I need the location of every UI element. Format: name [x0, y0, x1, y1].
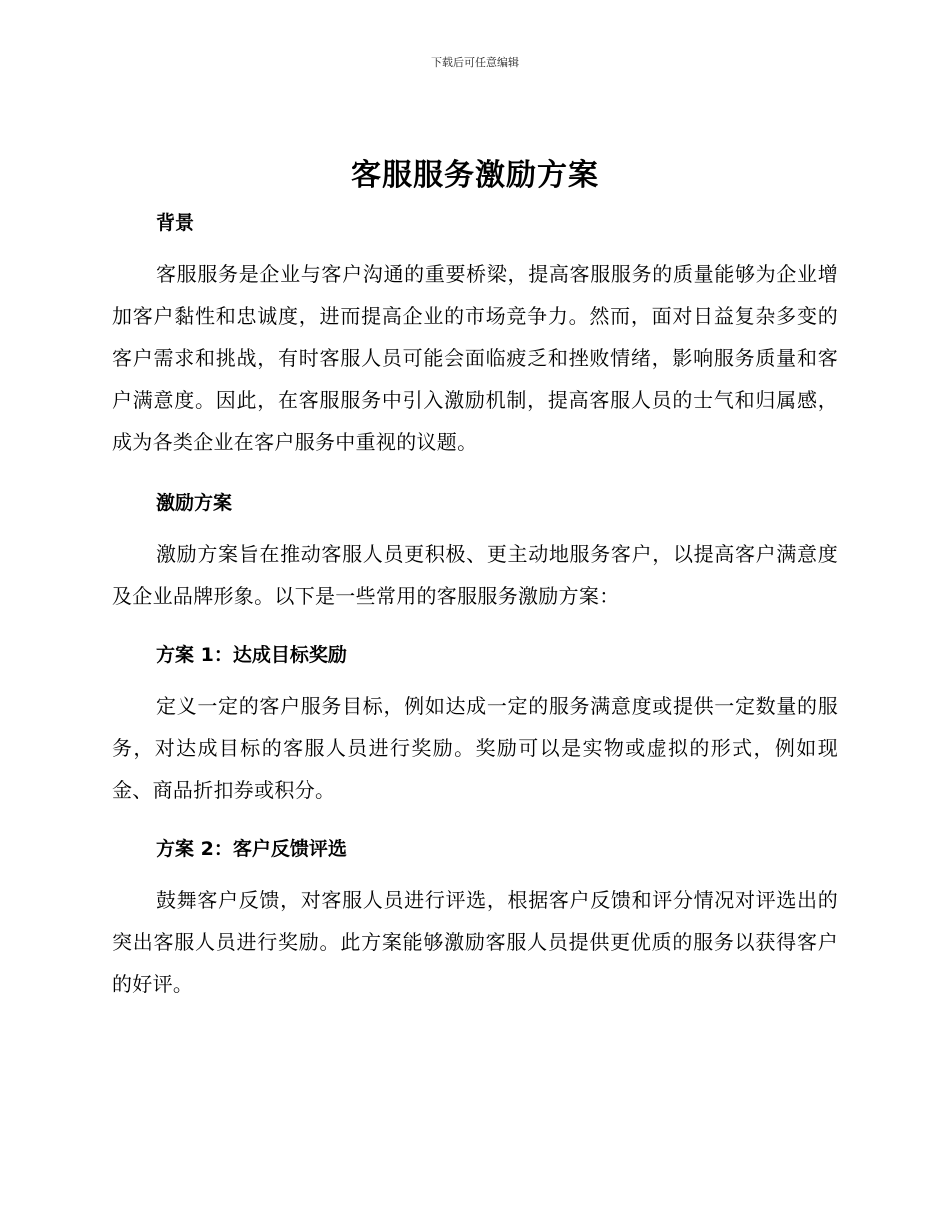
section-body-background: 客服服务是企业与客户沟通的重要桥梁，提高客服服务的质量能够为企业增加客户黏性和忠诚度，进而提高企业的市场竞争力。然而，面对日益复杂多变的客户需求和挑战，有时客服人员可能会面临疲乏和挫败情绪，影响服务质量和客户满意度。因此，在客服服务中引入激励机制，提高客服人员的士气和归属感，成为各类企业在客户服务中重视的议题。: [112, 262, 838, 454]
section-heading-plan-1: 方案 1：达成目标奖励: [156, 644, 347, 666]
section-body-plan-1: 定义一定的客户服务目标，例如达成一定的服务满意度或提供一定数量的服务，对达成目标的客服人员进行奖励。奖励可以是实物或虚拟的形式，例如现金、商品折扣券或积分。: [112, 694, 838, 802]
section-body-incentive-plan: 激励方案旨在推动客服人员更积极、更主动地服务客户，以提高客户满意度及企业品牌形象。以下是一些常用的客服服务激励方案：: [112, 542, 838, 608]
document-title: 客服服务激励方案: [351, 158, 599, 193]
section-body-plan-2: 鼓舞客户反馈，对客服人员进行评选，根据客户反馈和评分情况对评选出的突出客服人员进行奖励。此方案能够激励客服人员提供更优质的服务以获得客户的好评。: [112, 888, 838, 996]
section-heading-incentive-plan: 激励方案: [156, 492, 233, 514]
section-heading-plan-2: 方案 2：客户反馈评选: [156, 838, 347, 860]
page-header-note: 下载后可任意编辑: [431, 56, 519, 69]
section-heading-background: 背景: [156, 212, 195, 234]
